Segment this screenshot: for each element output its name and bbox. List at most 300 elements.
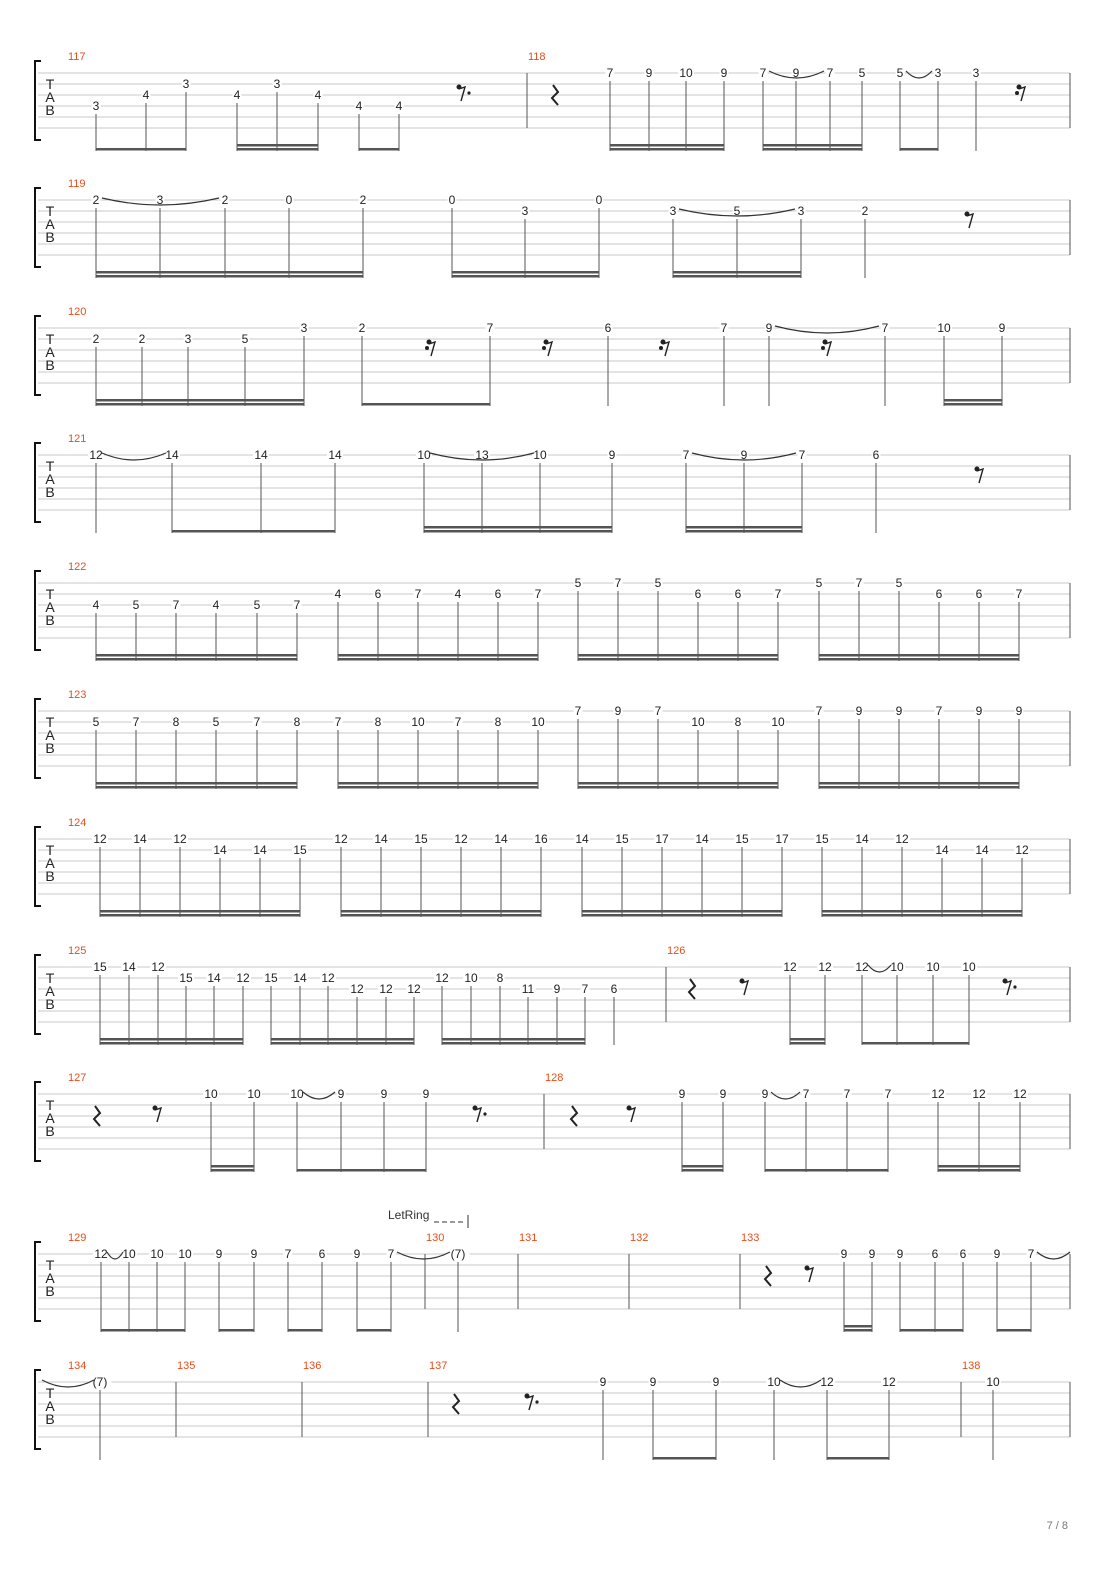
fret-number: 6	[318, 1247, 326, 1261]
fret-number: 15	[264, 971, 278, 985]
beam	[819, 654, 1019, 657]
fret-number: 9	[719, 1087, 727, 1101]
fret-number: 9	[740, 448, 748, 462]
eighth-rest	[825, 342, 831, 356]
augmentation-dot	[467, 91, 470, 94]
beam	[338, 782, 538, 785]
fret-number: 5	[132, 598, 140, 612]
beam	[827, 1457, 889, 1460]
tab-system	[35, 178, 1070, 278]
measure-number: 124	[68, 817, 87, 829]
fret-number: 14	[207, 971, 221, 985]
tab-system	[35, 561, 1070, 661]
beam	[790, 1038, 825, 1041]
fret-number: 12	[94, 1247, 108, 1261]
tab-clef-letter: T	[45, 586, 55, 602]
eighth-rest	[742, 981, 748, 995]
fret-number: 6	[694, 587, 702, 601]
fret-number: 6	[959, 1247, 967, 1261]
fret-number: 10	[150, 1247, 164, 1261]
beam	[338, 654, 538, 657]
fret-number: 10	[290, 1087, 304, 1101]
beam	[237, 148, 318, 151]
fret-number: 0	[285, 193, 293, 207]
beam	[900, 148, 938, 151]
fret-number: 7	[843, 1087, 851, 1101]
tie-arc	[906, 71, 932, 78]
tab-clef-letter: A	[45, 344, 55, 360]
tab-system	[35, 689, 1070, 789]
fret-number: 12	[435, 971, 449, 985]
tab-system	[35, 817, 1070, 917]
beam	[96, 148, 186, 151]
fret-number: 12	[350, 982, 364, 996]
fret-number: 0	[595, 193, 603, 207]
eighth-rest	[977, 469, 983, 483]
beam	[271, 1038, 414, 1041]
tab-clef-letter: A	[45, 599, 55, 615]
fret-number: 7	[798, 448, 806, 462]
fret-number: 7	[815, 704, 823, 718]
tab-clef-letter: T	[45, 458, 55, 474]
eighth-rest	[629, 1108, 635, 1122]
beam	[610, 148, 724, 151]
fret-number: 3	[182, 77, 190, 91]
beam	[844, 1325, 872, 1328]
beam	[819, 658, 1019, 661]
fret-number: 12	[931, 1087, 945, 1101]
beam	[442, 1042, 585, 1045]
augmentation-dot	[535, 1400, 538, 1403]
fret-number: 12	[783, 960, 797, 974]
fret-number: 12	[1013, 1087, 1027, 1101]
tab-system	[35, 51, 1070, 151]
fret-number: 4	[395, 99, 403, 113]
fret-number: 7	[534, 587, 542, 601]
fret-number: 7	[172, 598, 180, 612]
tie-arc	[1037, 1252, 1070, 1259]
rest-dot	[425, 346, 429, 350]
measure-number: 131	[519, 1232, 538, 1244]
beam	[582, 910, 782, 913]
fret-number: 3	[92, 99, 100, 113]
beam	[96, 399, 304, 402]
fret-number: 9	[380, 1087, 388, 1101]
fret-number: 12	[379, 982, 393, 996]
fret-number: 3	[300, 321, 308, 335]
beam	[610, 144, 724, 147]
tab-clef-letter: B	[45, 1123, 55, 1139]
eighth-rest	[663, 342, 669, 356]
tab-clef-letter: B	[45, 102, 55, 118]
fret-number: 14	[935, 843, 949, 857]
beam	[424, 530, 612, 533]
fret-number: 9	[896, 1247, 904, 1261]
fret-number: 12	[818, 960, 832, 974]
beam	[822, 914, 1022, 917]
fret-number: 14	[575, 832, 589, 846]
tab-clef-letter: T	[45, 331, 55, 347]
beam	[578, 786, 778, 789]
measure-number: 138	[962, 1360, 981, 1372]
fret-number: 14	[293, 971, 307, 985]
fret-number: 7	[1015, 587, 1023, 601]
fret-number: 10	[771, 715, 785, 729]
fret-number: 9	[422, 1087, 430, 1101]
beam	[452, 275, 599, 278]
beam	[271, 1042, 414, 1045]
fret-number: 3	[934, 66, 942, 80]
fret-number: 10	[890, 960, 904, 974]
measure-number: 129	[68, 1232, 87, 1244]
fret-number: 7	[855, 576, 863, 590]
eighth-rest	[807, 1268, 813, 1282]
tie-arc	[771, 1092, 800, 1099]
fret-number: 14	[855, 832, 869, 846]
fret-number: 7	[606, 66, 614, 80]
measure-number: 127	[68, 1072, 87, 1084]
tab-clef-letter: B	[45, 996, 55, 1012]
beam	[578, 654, 778, 657]
fret-number: 15	[615, 832, 629, 846]
fret-number: 5	[574, 576, 582, 590]
fret-number: (7)	[92, 1375, 108, 1389]
tie-arc	[868, 965, 891, 972]
fret-number: 9	[855, 704, 863, 718]
fret-number: 7	[1027, 1247, 1035, 1261]
eighth-rest	[1019, 87, 1025, 101]
fret-number: 14	[165, 448, 179, 462]
fret-number: 9	[645, 66, 653, 80]
fret-number: 9	[993, 1247, 1001, 1261]
fret-number: 12	[895, 832, 909, 846]
fret-number: 5	[733, 204, 741, 218]
fret-number: 8	[496, 971, 504, 985]
beam	[96, 786, 297, 789]
beam	[682, 1169, 723, 1172]
fret-number: 7	[720, 321, 728, 335]
fret-number: 14	[133, 832, 147, 846]
fret-number: 4	[142, 88, 150, 102]
fret-number: 4	[92, 598, 100, 612]
fret-number: 7	[454, 715, 462, 729]
tab-clef-letter: B	[45, 1411, 55, 1427]
fret-number: 7	[654, 704, 662, 718]
fret-number: 12	[151, 960, 165, 974]
beam	[100, 1042, 243, 1045]
measure-number: 135	[177, 1360, 196, 1372]
beam	[944, 403, 1002, 406]
beam	[653, 1457, 716, 1460]
measure-number: 117	[68, 51, 86, 63]
fret-number: 9	[250, 1247, 258, 1261]
rest-dot	[1015, 91, 1019, 95]
fret-number: 8	[293, 715, 301, 729]
fret-number: 10	[962, 960, 976, 974]
tab-system	[35, 433, 1070, 533]
beam	[96, 654, 297, 657]
measure-number: 118	[528, 51, 546, 63]
fret-number: 7	[293, 598, 301, 612]
fret-number: 12	[93, 832, 107, 846]
fret-number: 12	[454, 832, 468, 846]
fret-number: 12	[89, 448, 103, 462]
beam	[96, 271, 363, 274]
fret-number: 15	[815, 832, 829, 846]
fret-number: 6	[975, 587, 983, 601]
fret-number: 9	[614, 704, 622, 718]
fret-number: 9	[649, 1375, 657, 1389]
fret-number: 9	[998, 321, 1006, 335]
fret-number: 9	[553, 982, 561, 996]
measure-number: 121	[68, 433, 87, 445]
fret-number: 12	[407, 982, 421, 996]
fret-number: 7	[486, 321, 494, 335]
fret-number: 7	[132, 715, 140, 729]
fret-number: 5	[654, 576, 662, 590]
fret-number: 12	[972, 1087, 986, 1101]
fret-number: 7	[881, 321, 889, 335]
tab-clef-letter: A	[45, 471, 55, 487]
fret-number: 9	[761, 1087, 769, 1101]
augmentation-dot	[483, 1112, 486, 1115]
fret-number: 9	[1015, 704, 1023, 718]
fret-number: 5	[896, 66, 904, 80]
fret-number: 7	[802, 1087, 810, 1101]
eighth-rest	[967, 214, 973, 228]
fret-number: 0	[448, 193, 456, 207]
fret-number: 9	[895, 704, 903, 718]
fret-number: 12	[855, 960, 869, 974]
fret-number: 6	[374, 587, 382, 601]
fret-number: 14	[254, 448, 268, 462]
beam	[424, 526, 612, 529]
tab-system	[35, 945, 1070, 1045]
tab-clef-letter: T	[45, 1385, 55, 1401]
measure-number: 133	[741, 1232, 760, 1244]
fret-number: 14	[122, 960, 136, 974]
fret-number: 5	[895, 576, 903, 590]
fret-number: 14	[328, 448, 342, 462]
fret-number: 9	[712, 1375, 720, 1389]
fret-number: 9	[608, 448, 616, 462]
fret-number: 11	[521, 982, 535, 996]
eighth-rest	[1005, 981, 1011, 995]
fret-number: 7	[682, 448, 690, 462]
fret-number: 2	[138, 332, 146, 346]
measure-number: 128	[545, 1072, 564, 1084]
beam	[96, 403, 304, 406]
measure-number: 137	[429, 1360, 448, 1372]
rest-dot	[821, 346, 825, 350]
beam	[763, 144, 862, 147]
tab-clef-letter: A	[45, 1270, 55, 1286]
fret-number: 2	[92, 332, 100, 346]
beam	[237, 144, 318, 147]
measure-number: 120	[68, 306, 87, 318]
measure-number: 123	[68, 689, 87, 701]
fret-number: 14	[494, 832, 508, 846]
beam	[822, 910, 1022, 913]
tab-clef-letter: T	[45, 203, 55, 219]
fret-number: 7	[935, 704, 943, 718]
measure-number: 119	[68, 178, 86, 190]
fret-number: 17	[775, 832, 789, 846]
fret-number: 10	[926, 960, 940, 974]
fret-number: 10	[122, 1247, 136, 1261]
fret-number: 10	[937, 321, 951, 335]
beam	[452, 271, 599, 274]
beam	[938, 1169, 1020, 1172]
fret-number: 7	[759, 66, 767, 80]
fret-number: 5	[92, 715, 100, 729]
fret-number: 10	[417, 448, 431, 462]
tab-clef-letter: A	[45, 1110, 55, 1126]
fret-number: 2	[221, 193, 229, 207]
beam	[578, 782, 778, 785]
tab-clef-letter: B	[45, 357, 55, 373]
fret-number: 5	[815, 576, 823, 590]
fret-number: 9	[765, 321, 773, 335]
fret-number: 10	[679, 66, 693, 80]
beam	[686, 530, 802, 533]
fret-number: 3	[273, 77, 281, 91]
tab-clef-letter: A	[45, 89, 55, 105]
fret-number: 8	[734, 715, 742, 729]
fret-number: 2	[861, 204, 869, 218]
fret-number: 6	[931, 1247, 939, 1261]
tab-clef-letter: B	[45, 612, 55, 628]
fret-number: 17	[655, 832, 669, 846]
fret-number: 2	[358, 321, 366, 335]
fret-number: 12	[173, 832, 187, 846]
fret-number: 3	[972, 66, 980, 80]
fret-number: 7	[334, 715, 342, 729]
tab-clef-letter: B	[45, 740, 55, 756]
beam	[938, 1165, 1020, 1168]
beam	[341, 914, 541, 917]
measure-number: 125	[68, 945, 87, 957]
fret-number: 8	[374, 715, 382, 729]
fret-number: 7	[387, 1247, 395, 1261]
eighth-rest	[527, 1396, 533, 1410]
beam	[900, 1329, 963, 1332]
beam	[790, 1042, 825, 1045]
tab-clef-letter: T	[45, 76, 55, 92]
tab-clef-letter: B	[45, 868, 55, 884]
fret-number: 3	[184, 332, 192, 346]
fret-number: 10	[178, 1247, 192, 1261]
fret-number: 9	[975, 704, 983, 718]
fret-number: 6	[494, 587, 502, 601]
fret-number: 9	[840, 1247, 848, 1261]
beam	[101, 1329, 185, 1332]
fret-number: 12	[882, 1375, 896, 1389]
fret-number: 12	[820, 1375, 834, 1389]
eighth-rest	[459, 87, 465, 101]
rest-dot	[659, 346, 663, 350]
tab-clef-letter: T	[45, 842, 55, 858]
fret-number: 14	[975, 843, 989, 857]
tie-arc	[107, 1252, 123, 1259]
tie-arc	[303, 1092, 335, 1099]
fret-number: 9	[868, 1247, 876, 1261]
fret-number: 9	[337, 1087, 345, 1101]
fret-number: 9	[720, 66, 728, 80]
fret-number: 3	[669, 204, 677, 218]
tie-arc	[775, 326, 879, 333]
fret-number: 12	[1015, 843, 1029, 857]
fret-number: 15	[93, 960, 107, 974]
tab-clef-letter: A	[45, 216, 55, 232]
fret-number: 7	[574, 704, 582, 718]
beam	[96, 658, 297, 661]
fret-number: 14	[253, 843, 267, 857]
augmentation-dot	[1013, 985, 1016, 988]
fret-number: 10	[531, 715, 545, 729]
fret-number: 7	[884, 1087, 892, 1101]
tab-system	[35, 1072, 1070, 1172]
fret-number: 6	[872, 448, 880, 462]
fret-number: 12	[334, 832, 348, 846]
fret-number: 8	[494, 715, 502, 729]
fret-number: 15	[414, 832, 428, 846]
beam	[357, 1329, 391, 1332]
beam	[765, 1169, 888, 1172]
fret-number: 7	[826, 66, 834, 80]
fret-number: 3	[521, 204, 529, 218]
fret-number: 7	[284, 1247, 292, 1261]
fret-number: 15	[293, 843, 307, 857]
beam	[359, 148, 399, 151]
fret-number: 10	[767, 1375, 781, 1389]
beam	[338, 658, 538, 661]
fret-number: 14	[213, 843, 227, 857]
fret-number: 15	[735, 832, 749, 846]
beam	[578, 658, 778, 661]
fret-number: 10	[691, 715, 705, 729]
beam	[819, 782, 1019, 785]
fret-number: 7	[774, 587, 782, 601]
fret-number: 4	[314, 88, 322, 102]
beam	[100, 1038, 243, 1041]
fret-number: 7	[581, 982, 589, 996]
beam	[362, 403, 490, 406]
beam	[844, 1329, 872, 1332]
fret-number: 10	[204, 1087, 218, 1101]
measure-number: 132	[630, 1232, 649, 1244]
tab-clef-letter: A	[45, 1398, 55, 1414]
fret-number: 12	[321, 971, 335, 985]
tie-arc	[780, 1380, 821, 1387]
fret-number: 10	[464, 971, 478, 985]
fret-number: 6	[604, 321, 612, 335]
beam	[211, 1169, 254, 1172]
fret-number: 10	[411, 715, 425, 729]
eighth-rest	[429, 342, 435, 356]
tab-clef-letter: T	[45, 714, 55, 730]
fret-number: 4	[334, 587, 342, 601]
beam	[172, 530, 335, 533]
beam	[96, 782, 297, 785]
fret-number: 9	[678, 1087, 686, 1101]
tab-clef-letter: B	[45, 229, 55, 245]
fret-number: 4	[233, 88, 241, 102]
beam	[96, 275, 363, 278]
beam	[862, 1042, 969, 1045]
fret-number: 14	[374, 832, 388, 846]
tab-clef-letter: T	[45, 1257, 55, 1273]
